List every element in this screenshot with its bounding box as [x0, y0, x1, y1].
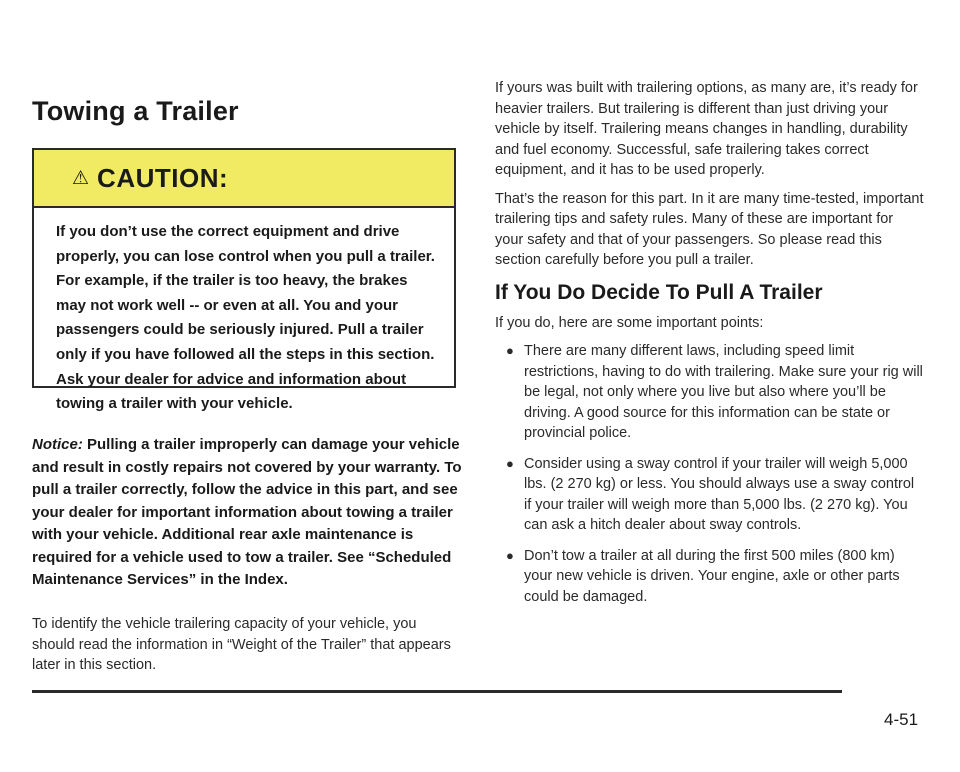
footer-rule	[32, 690, 842, 693]
caution-box	[32, 148, 456, 413]
trailering-options-paragraph: If yours was built with trailering options, as many are, it’s ready for heavier trailers. But trailering is different than just driving your vehicle by itself. Trailering means changes in handling, durability and fuel economy. Successful, safe trailering takes correct equipment, and it has to be used properly.	[495, 80, 918, 178]
list-item	[495, 454, 925, 536]
page-number: 4-51	[884, 710, 919, 729]
identify-capacity-paragraph: To identify the vehicle trailering capacity of your vehicle, you should read the information in “Weight of the Trailer” that appears later in this section.	[32, 616, 451, 673]
left-column	[32, 96, 462, 127]
points-intro: If you do, here are some important points:	[495, 314, 764, 331]
right-column	[495, 78, 925, 617]
list-item-text: There are many different laws, including speed limit restrictions, having to do with trailering. Make sure your rig will be legal, not only where you live but also where you’ll be driving. A good source for this information can be state or provincial police.	[524, 343, 923, 441]
notice-label: Notice:	[32, 436, 83, 453]
points-list	[495, 341, 925, 607]
section-subheading: If You Do Decide To Pull A Trailer	[495, 280, 823, 304]
page-title: Towing a Trailer	[32, 96, 239, 126]
list-item-text: Don’t tow a trailer at all during the first 500 miles (800 km) your new vehicle is driven. Your engine, axle or other parts could be damaged.	[524, 547, 900, 605]
reason-paragraph: That’s the reason for this part. In it are many time-tested, important trailering tips and safety rules. Many of these are important for your safety and that of your passengers. So please read this section carefully before you pull a trailer.	[495, 190, 924, 268]
warning-triangle-icon: ⚠	[72, 167, 90, 189]
bullet-icon: ●	[506, 547, 514, 563]
list-item-text: Consider using a sway control if your trailer will weigh 5,000 lbs. (2 270 kg) or less. You should always use a sway control if your trailer will weigh more than 5,000 lbs. (2 270 kg). You can ask a hitch dealer about sway controls.	[524, 455, 915, 533]
caution-text: If you don’t use the correct equipment and drive properly, you can lose control when you pull a trailer. For example, if the trailer is too heavy, the brakes may not work well -- or even at all. You and your passengers could be seriously injured. Pull a trailer only if you have followed all the steps in this section. Ask your dealer for advice and information about towing a trailer with your vehicle.	[56, 223, 435, 413]
notice-text: Pulling a trailer improperly can damage your vehicle and result in costly repairs not covered by your warranty. To pull a trailer correctly, follow the advice in this part, and see your dealer for important information about towing a trailer with your vehicle. Additional rear axle maintenance is required for a vehicle used to tow a trailer. See “Scheduled Maintenance Services” in the Index.	[32, 436, 462, 588]
bullet-icon: ●	[506, 455, 514, 471]
caution-banner	[34, 150, 454, 208]
list-item	[495, 546, 925, 608]
notice-paragraph	[32, 434, 462, 592]
caution-title: CAUTION:	[97, 162, 229, 193]
bullet-icon: ●	[506, 343, 514, 358]
list-item	[495, 341, 925, 444]
